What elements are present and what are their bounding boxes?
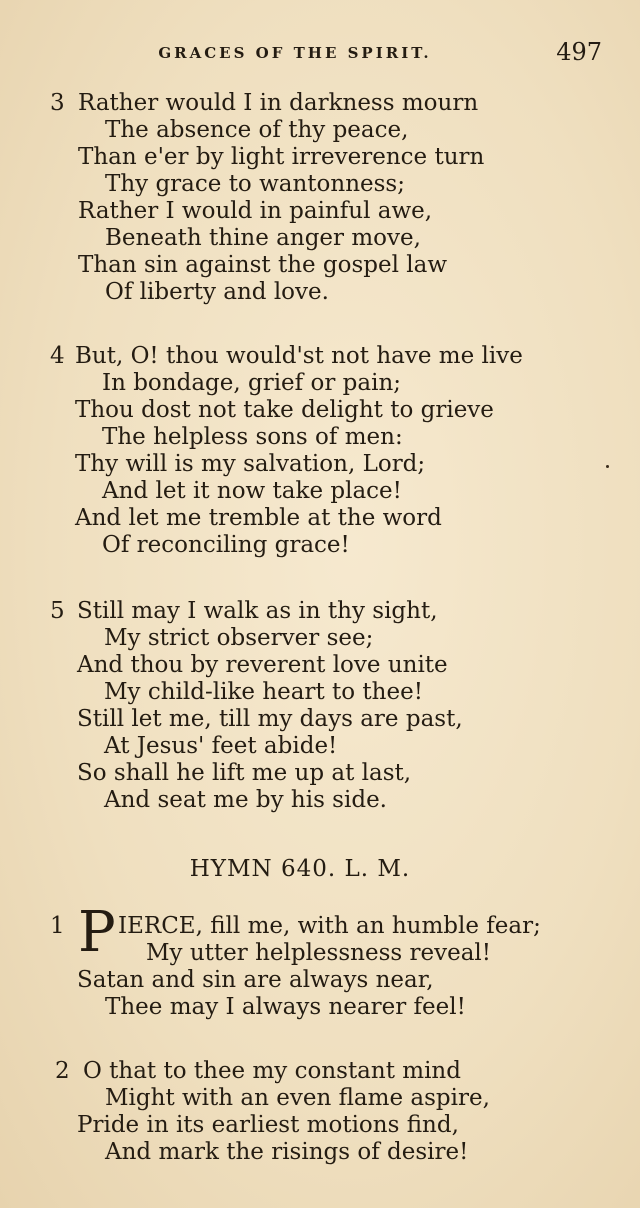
verse-line: My strict observer see; [104, 625, 374, 651]
verse-line: And let it now take place! [102, 478, 402, 504]
verse-line: And let me tremble at the word [75, 505, 442, 531]
verse-line: Still may I walk as in thy sight, [77, 598, 438, 624]
stanza-number: 1 [50, 913, 65, 939]
verse-line: So shall he lift me up at last, [77, 760, 412, 786]
verse-line: My utter helplessness reveal! [146, 940, 492, 966]
verse-line: Thy grace to wantonness; [105, 171, 405, 197]
verse-line: And mark the risings of desire! [105, 1139, 469, 1165]
verse-line: At Jesus' feet abide! [104, 733, 338, 759]
verse-line: Than e'er by light irreverence turn [78, 144, 485, 170]
verse-line: Rather would I in darkness mourn [78, 90, 479, 116]
verse-line: Of reconciling grace! [102, 532, 350, 558]
verse-line: Satan and sin are always near, [77, 967, 434, 993]
verse-line: Thy will is my salvation, Lord; [75, 451, 426, 477]
verse-line: My child-like heart to thee! [104, 679, 423, 705]
verse-line: In bondage, grief or pain; [102, 370, 401, 396]
verse-line: And seat me by his side. [104, 787, 387, 813]
verse-line: Rather I would in painful awe, [78, 198, 433, 224]
verse-line: Might with an even flame aspire, [105, 1085, 490, 1111]
verse-line: Thou dost not take delight to grieve [75, 397, 494, 423]
ink-speck [606, 465, 609, 468]
verse-line: O that to thee my constant mind [83, 1058, 461, 1084]
stanza-number: 5 [50, 598, 65, 624]
verse-line: Beneath thine anger move, [105, 225, 421, 251]
stanza-number: 3 [50, 90, 65, 116]
verse-line: Of liberty and love. [105, 279, 329, 305]
verse-line: The absence of thy peace, [105, 117, 409, 143]
verse-line: Than sin against the gospel law [78, 252, 448, 278]
verse-line: And thou by reverent love unite [77, 652, 448, 678]
verse-line: Still let me, till my days are past, [77, 706, 463, 732]
verse-line: Pride in its earliest motions find, [77, 1112, 459, 1138]
stanza-number: 2 [55, 1058, 70, 1084]
stanza-number: 4 [50, 343, 65, 369]
verse-line: But, O! thou would'st not have me live [75, 343, 523, 369]
hymn-heading: HYMN 640. L. M. [189, 856, 411, 882]
verse-line: IERCE, fill me, with an humble fear; [118, 913, 541, 939]
drop-cap: P [78, 900, 116, 965]
page-number: 497 [556, 38, 602, 66]
verse-line: Thee may I always nearer feel! [105, 994, 466, 1020]
running-header: GRACES OF THE SPIRIT. [158, 44, 432, 62]
verse-line: The helpless sons of men: [102, 424, 403, 450]
